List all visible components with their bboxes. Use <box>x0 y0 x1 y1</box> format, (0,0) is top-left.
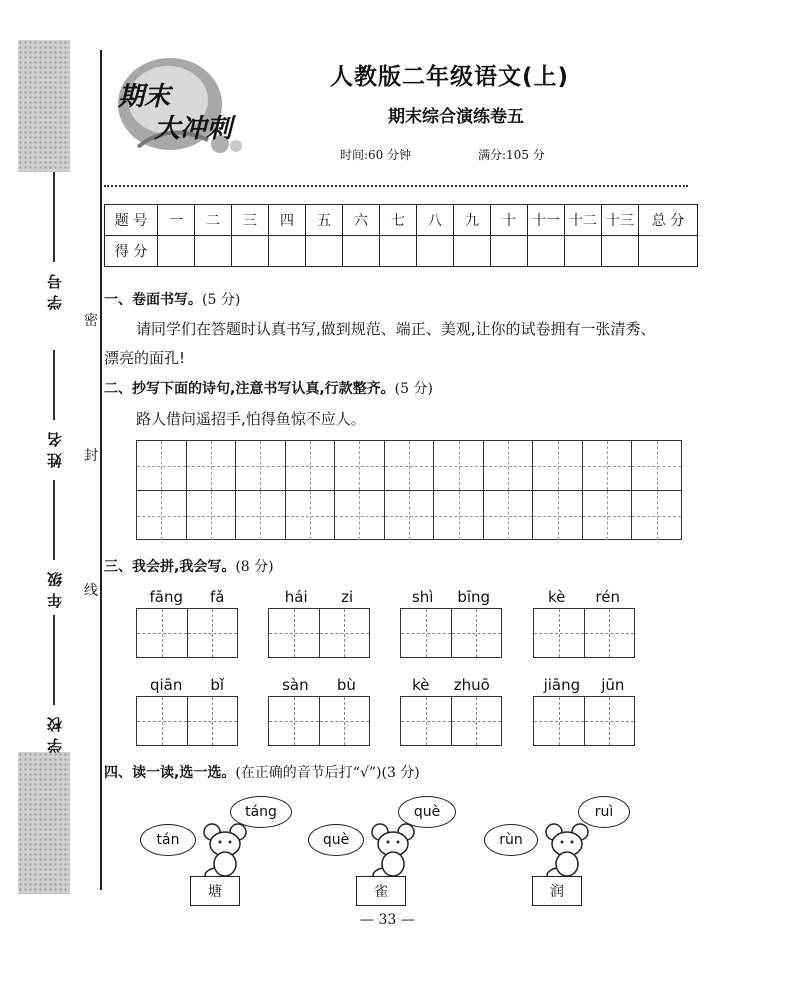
student-id-field[interactable] <box>42 172 66 310</box>
pinyin-syllable: bù <box>336 676 356 694</box>
table-header-cell: 七 <box>380 205 417 236</box>
copy-cell[interactable] <box>137 441 187 490</box>
pinyin-item <box>136 676 238 746</box>
write-cell[interactable] <box>401 697 452 745</box>
page-number: — 33 — <box>360 912 415 928</box>
copy-cell[interactable] <box>385 441 435 490</box>
table-header-cell: 一 <box>158 205 195 236</box>
write-cell[interactable] <box>137 609 188 657</box>
pinyin-syllable: hái <box>284 588 308 606</box>
copy-cell[interactable] <box>286 441 336 490</box>
score-entry-cell[interactable] <box>343 236 380 267</box>
score-entry-cell[interactable] <box>528 236 565 267</box>
section1-heading <box>104 289 240 309</box>
write-cell[interactable] <box>320 609 370 657</box>
write-cell[interactable] <box>534 609 585 657</box>
table-header-cell: 十三 <box>602 205 639 236</box>
copy-cell[interactable] <box>335 491 385 540</box>
pinyin-bubble-left[interactable]: rùn <box>484 824 538 856</box>
write-cell[interactable] <box>188 609 238 657</box>
copy-cell[interactable] <box>236 491 286 540</box>
logo-text-2: 大冲刺 <box>154 114 233 144</box>
score-entry-cell[interactable] <box>491 236 528 267</box>
section3-heading <box>104 556 274 576</box>
tianzige-box[interactable] <box>136 696 238 746</box>
copy-cell[interactable] <box>484 441 534 490</box>
copy-grid-row <box>137 491 681 540</box>
copy-cell[interactable] <box>533 441 583 490</box>
table-header-cell: 五 <box>306 205 343 236</box>
copy-writing-grid[interactable] <box>136 440 682 540</box>
copy-cell[interactable] <box>484 491 534 540</box>
tianzige-box[interactable] <box>136 608 238 658</box>
score-entry-cell[interactable] <box>158 236 195 267</box>
tianzige-box[interactable] <box>400 696 502 746</box>
write-cell[interactable] <box>452 697 502 745</box>
copy-cell[interactable] <box>632 491 681 540</box>
pinyin-syllable: qiān <box>149 676 183 694</box>
pinyin-item <box>268 676 370 746</box>
pinyin-bubble-right[interactable]: què <box>398 796 456 828</box>
section2-points: (5 分) <box>394 381 433 397</box>
score-table <box>104 204 698 267</box>
write-cell[interactable] <box>534 697 585 745</box>
copy-cell[interactable] <box>187 491 237 540</box>
mouse-choice-group <box>484 796 644 906</box>
pinyin-item <box>533 588 635 658</box>
section2-poem: 路人借问遥招手,怕得鱼惊不应人。 <box>136 410 366 428</box>
copy-cell[interactable] <box>385 491 435 540</box>
logo-text-1: 期末 <box>118 82 171 112</box>
section1-title: 一、卷面书写。 <box>104 292 202 308</box>
school-field[interactable] <box>42 615 66 753</box>
pinyin-syllable: kè <box>548 588 566 606</box>
seal-char-feng: 封 <box>84 448 98 464</box>
score-entry-cell[interactable] <box>232 236 269 267</box>
pinyin-bubble-left[interactable]: què <box>308 824 364 856</box>
copy-cell[interactable] <box>187 441 237 490</box>
write-cell[interactable] <box>269 609 320 657</box>
pinyin-bubble-left[interactable]: tán <box>140 824 196 856</box>
grade-field[interactable] <box>42 480 66 608</box>
table-header-cell: 十二 <box>565 205 602 236</box>
grade-label: 年级 <box>45 566 64 608</box>
pinyin-syllable: zi <box>341 588 354 606</box>
section1-points: (5 分) <box>202 292 241 308</box>
seal-char-mi: 密 <box>84 313 98 329</box>
tianzige-box[interactable] <box>268 608 370 658</box>
pinyin-bubble-right[interactable]: táng <box>230 796 292 828</box>
mouse-choice-group <box>308 796 468 906</box>
mouse-icon <box>366 822 422 878</box>
table-header-cell: 二 <box>195 205 232 236</box>
copy-cell[interactable] <box>434 441 484 490</box>
copy-cell[interactable] <box>583 441 633 490</box>
score-entry-cell[interactable] <box>306 236 343 267</box>
score-label-cell: 得 分 <box>105 236 158 267</box>
score-entry-cell[interactable] <box>195 236 232 267</box>
tianzige-box[interactable] <box>400 608 502 658</box>
section4-instruction: (在正确的音节后打“√”)(3 分) <box>235 765 420 781</box>
section1-text-line2: 漂亮的面孔! <box>104 349 186 367</box>
score-entry-cell[interactable] <box>454 236 491 267</box>
seal-char-xian: 线 <box>84 583 98 599</box>
pinyin-syllable: jūn <box>601 676 625 694</box>
section3-title: 三、我会拼,我会写。 <box>104 559 236 575</box>
tianzige-box[interactable] <box>533 696 635 746</box>
section2-heading <box>104 378 433 398</box>
score-entry-cell[interactable] <box>602 236 639 267</box>
binding-pattern-top <box>18 40 70 172</box>
pinyin-syllable: jiāng <box>543 676 581 694</box>
score-entry-cell[interactable] <box>380 236 417 267</box>
logo-badge <box>108 52 258 162</box>
write-cell[interactable] <box>188 697 238 745</box>
binding-line <box>100 50 102 890</box>
pinyin-bubble-right[interactable]: ruì <box>578 796 630 828</box>
copy-cell[interactable] <box>583 491 633 540</box>
table-header-cell: 八 <box>417 205 454 236</box>
table-header-cell: 总 分 <box>639 205 698 236</box>
pinyin-item <box>136 588 238 658</box>
copy-cell[interactable] <box>286 491 336 540</box>
section2-title: 二、抄写下面的诗句,注意书写认真,行款整齐。 <box>104 381 395 397</box>
pinyin-syllable: zhuō <box>453 676 490 694</box>
pinyin-syllable: bīng <box>457 588 491 606</box>
hanzi-box: 塘 <box>190 876 240 906</box>
section4-heading <box>104 762 420 782</box>
pinyin-syllable: fāng <box>149 588 184 606</box>
time-limit: 时间:60 分钟 <box>340 148 412 162</box>
full-score: 满分:105 分 <box>478 148 545 162</box>
pinyin-syllable: sàn <box>282 676 309 694</box>
table-header-cell: 六 <box>343 205 380 236</box>
score-table-header-row <box>105 205 698 236</box>
student-name-field[interactable] <box>42 350 66 468</box>
student-name-label: 姓名 <box>45 426 64 468</box>
table-header-cell: 题 号 <box>105 205 158 236</box>
table-header-cell: 四 <box>269 205 306 236</box>
copy-cell[interactable] <box>137 491 187 540</box>
binding-pattern-bottom <box>18 752 70 894</box>
score-table-score-row <box>105 236 698 267</box>
mouse-icon <box>540 822 596 878</box>
mouse-choice-group <box>140 796 300 906</box>
school-label: 学校 <box>45 711 64 753</box>
pinyin-item <box>268 588 370 658</box>
score-entry-cell[interactable] <box>565 236 602 267</box>
score-entry-cell[interactable] <box>417 236 454 267</box>
write-cell[interactable] <box>452 609 502 657</box>
section1-text-line1: 请同学们在答题时认真书写,做到规范、端正、美观,让你的试卷拥有一张清秀、 <box>136 320 656 338</box>
pinyin-syllable: fǎ <box>210 588 225 606</box>
pinyin-item <box>400 676 502 746</box>
table-header-cell: 九 <box>454 205 491 236</box>
copy-cell[interactable] <box>335 441 385 490</box>
pinyin-item <box>533 676 635 746</box>
section4-title: 四、读一读,选一选。 <box>104 765 236 781</box>
copy-cell[interactable] <box>236 441 286 490</box>
pinyin-syllable: rén <box>595 588 620 606</box>
write-cell[interactable] <box>401 609 452 657</box>
hanzi-box: 雀 <box>356 876 406 906</box>
score-entry-cell[interactable] <box>639 236 698 267</box>
write-cell[interactable] <box>320 697 370 745</box>
mouse-icon <box>198 822 254 878</box>
hanzi-box: 润 <box>532 876 582 906</box>
section3-points: (8 分) <box>235 559 274 575</box>
copy-cell[interactable] <box>632 441 681 490</box>
tianzige-box[interactable] <box>268 696 370 746</box>
tianzige-box[interactable] <box>533 608 635 658</box>
table-header-cell: 三 <box>232 205 269 236</box>
copy-cell[interactable] <box>434 491 484 540</box>
write-cell[interactable] <box>585 609 635 657</box>
pinyin-syllable: shì <box>411 588 434 606</box>
copy-grid-row <box>137 441 681 491</box>
table-header-cell: 十一 <box>528 205 565 236</box>
write-cell[interactable] <box>137 697 188 745</box>
table-header-cell: 十 <box>491 205 528 236</box>
copy-cell[interactable] <box>533 491 583 540</box>
pinyin-item <box>400 588 502 658</box>
page-subtitle: 期末综合演练卷五 <box>388 107 524 127</box>
write-cell[interactable] <box>269 697 320 745</box>
pinyin-syllable: bǐ <box>210 676 225 694</box>
student-id-label: 学号 <box>45 268 64 310</box>
write-cell[interactable] <box>585 697 635 745</box>
pinyin-syllable: kè <box>412 676 430 694</box>
dotted-divider <box>104 185 688 187</box>
score-entry-cell[interactable] <box>269 236 306 267</box>
page-title: 人教版二年级语文(上) <box>330 64 570 90</box>
